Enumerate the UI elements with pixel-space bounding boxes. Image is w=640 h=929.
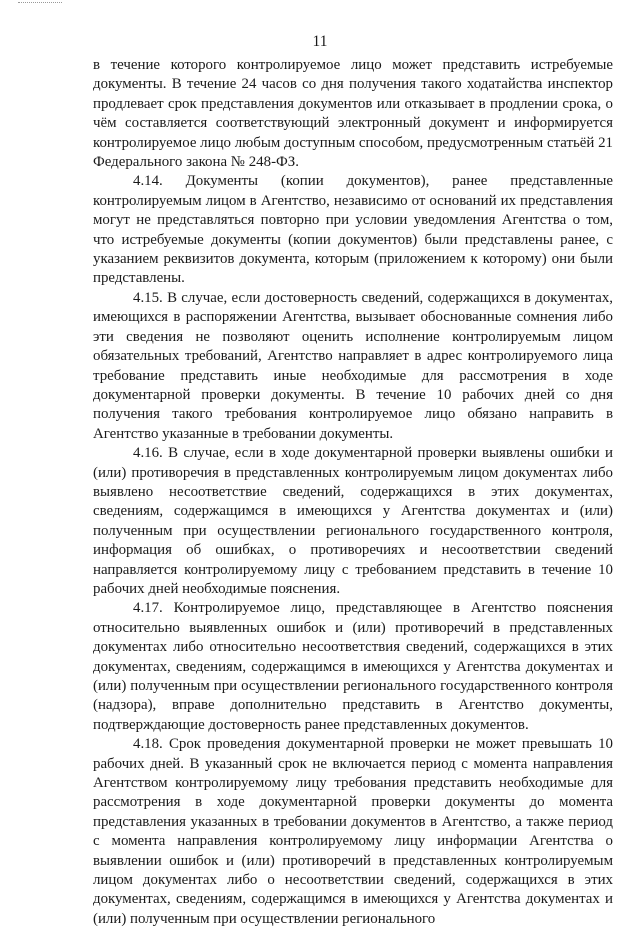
paragraph-4-15: 4.15. В случае, если достоверность сведений, содержащихся в документах, имеющихся в распоряжении Агентства, вызывает обоснованные сомнения либо эти сведения не позволяют оценить исполнение контролируемым лицом обязательных требований, Агентство направляет в адрес контролируемого лица требование представить иные необходимые для рассмотрения в ходе документарной проверки документы. В течение 10 рабочих дней со дня получения такого требования контролируемое лицо обязано направить в Агентство указанные в требовании документы.	[93, 289, 613, 442]
paragraph-4-18: 4.18. Срок проведения документарной проверки не может превышать 10 рабочих дней. В указанный срок не включается период с момента направления Агентством контролируемому лицу требования представить необходимые для рассмотрения в ходе документарной проверки документы до момента представления указанных в требовании документов в Агентство, а также период с момента направления контролируемому лицу информации Агентства о выявлении ошибок и (или) противоречий в представленных контролируемым лицом документах либо о несоответствии сведений, содержащихся в этих документах, сведениям, содержащимся в имеющихся у Агентства документах и (или) полученным при осуществлении регионального	[93, 736, 613, 927]
scan-artifact-mark	[18, 2, 62, 4]
paragraph-continuation: в течение которого контролируемое лицо может представить истребуемые документы. В течение 24 часов со дня получения такого ходатайства инспектор продлевает срок представления документов или отказывает в продлении срока, о чём составляется соответствующий электронный документ и информируется контролируемое лицо любым доступным способом, предусмотренным статьёй 21 Федерального закона № 248-ФЗ.	[93, 57, 613, 171]
page-number: 11	[312, 33, 328, 50]
paragraph-4-17: 4.17. Контролируемое лицо, представляющее в Агентство пояснения относительно выявленных ошибок и (или) противоречий в представленных документах либо относительно несоответствия сведений, содержащихся в этих документах, сведениям, содержащимся в имеющихся у Агентства документах и (или) полученным при осуществлении регионального государственного контроля (надзора), вправе дополнительно представить в Агентство документы, подтверждающие достоверность ранее представленных документов.	[93, 600, 613, 733]
paragraph-4-14: 4.14. Документы (копии документов), ранее представленные контролируемым лицом в Агентство, независимо от оснований их представления могут не представляться повторно при условии уведомления Агентства о том, что истребуемые документы (копии документов) были представлены ранее, с указанием реквизитов документа, которым (приложением к которому) они были представлены.	[93, 173, 613, 287]
paragraph-4-16: 4.16. В случае, если в ходе документарной проверки выявлены ошибки и (или) противоречия в представленных контролируемым лицом документах либо выявлено несоответствие сведений, содержащихся в этих документах, сведениям, содержащимся в имеющихся у Агентства документах и (или) полученным при осуществлении регионального государственного контроля, информация об ошибках, о противоречиях и несоответствии сведений направляется контролируемому лицу с требованием представить в течение 10 рабочих дней необходимые пояснения.	[93, 445, 613, 597]
document-body	[93, 56, 613, 929]
